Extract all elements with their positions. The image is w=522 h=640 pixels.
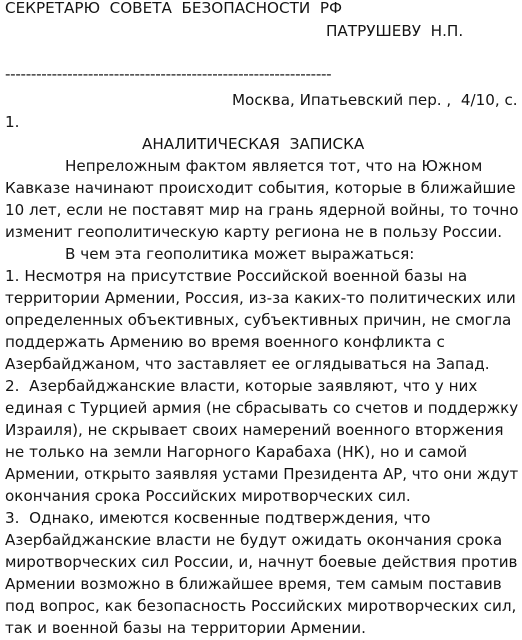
point3-line-3: миротворческих сил России, и, начнут боевые действия против <box>5 553 518 571</box>
point2-line-1: 2. Азербайджанские власти, которые заявляют, что у них <box>5 377 478 395</box>
point1-line-1: 1. Несмотря на присутствие Российской военной базы на <box>5 267 468 285</box>
point3-line-2: Азербайджанские власти не будут ожидать окончания срока <box>5 531 503 549</box>
addressee-line-2: ПАТРУШЕВУ Н.П. <box>326 22 464 40</box>
point1-line-4: поддержать Армению во время военного конфликта с <box>5 333 445 351</box>
point1-line-5: Азербайджаном, что заставляет ее оглядываться на Запад. <box>5 355 490 373</box>
separator-line: --------------------------------------------------------------- <box>5 65 332 83</box>
point2-line-6: окончания срока Российских миротворческих сил. <box>5 487 411 505</box>
addressee-line-1: СЕКРЕТАРЮ СОВЕТА БЕЗОПАСНОСТИ РФ <box>5 0 343 17</box>
address-continuation: 1. <box>5 113 20 131</box>
intro-line-2: Кавказе начинают происходит события, которые в ближайшие <box>5 179 516 197</box>
point1-line-3: определенных объективных, субъективных причин, не смогла <box>5 311 512 329</box>
question-line: В чем эта геополитика может выражаться: <box>65 245 415 263</box>
point3-line-5: под вопрос, как безопасность Российских миротворческих сил, <box>5 597 517 615</box>
point2-line-5: Армении, открыто заявляя устами Президента АР, что они ждут <box>5 465 519 483</box>
address-line: Москва, Ипатьевский пер. , 4/10, с. <box>232 91 518 109</box>
intro-line-4: изменит геополитическую карту региона не в пользу России. <box>5 223 503 241</box>
point2-line-4: не только на земли Нагорного Карабаха (НК), но и самой <box>5 443 468 461</box>
point3-line-4: Армении возможно в ближайшее время, тем самым поставив <box>5 575 502 593</box>
intro-line-3: 10 лет, если не поставят мир на грань ядерной войны, то точно <box>5 201 519 219</box>
point3-line-1: 3. Однако, имеются косвенные подтверждения, что <box>5 509 431 527</box>
document-title: АНАЛИТИЧЕСКАЯ ЗАПИСКА <box>142 135 365 153</box>
point2-line-3: Израиля), не скрывает своих намерений военного вторжения <box>5 421 504 439</box>
point3-line-6: так и военной базы на территории Армении. <box>5 619 366 637</box>
point1-line-2: территории Армении, Россия, из-за каких-то политических или <box>5 289 516 307</box>
intro-line-1: Непреложным фактом является тот, что на Южном <box>65 157 483 175</box>
point2-line-2: единая с Турцией армия (не сбрасывать со счетов и поддержку <box>5 399 519 417</box>
